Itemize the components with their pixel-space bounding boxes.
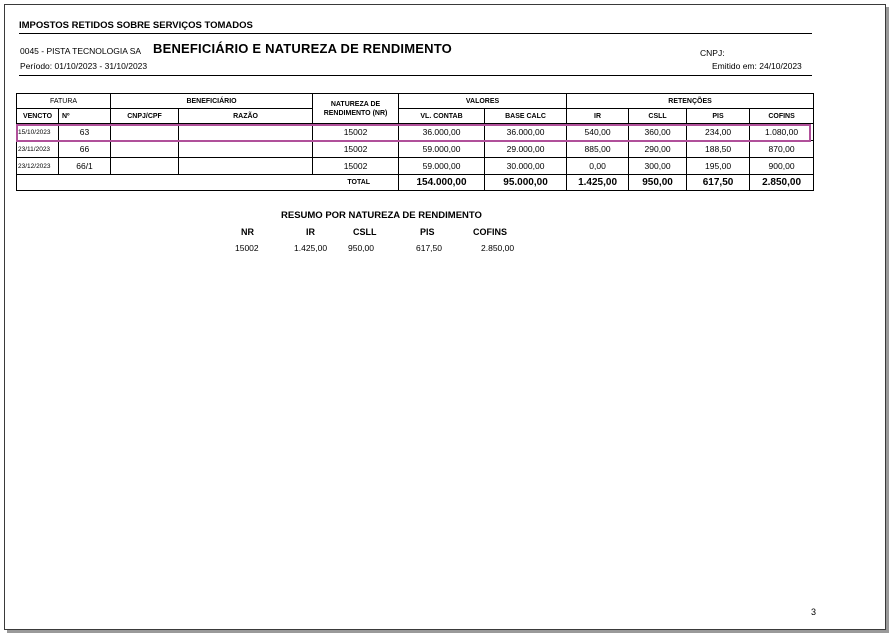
natureza-header: NATUREZA DE RENDIMENTO (NR) <box>313 94 399 124</box>
report-period: Período: 01/10/2023 - 31/10/2023 <box>20 61 148 71</box>
cnpj-cpf-header: CNPJ/CPF <box>111 109 179 124</box>
summary-cofins-header: COFINS <box>473 227 508 237</box>
ir-header: IR <box>567 109 629 124</box>
retencoes-group-header: RETENÇÕES <box>567 94 814 109</box>
valores-group-header: VALORES <box>399 94 567 109</box>
csll-cell: 360,00 <box>629 124 687 141</box>
summary-title: RESUMO POR NATUREZA DE RENDIMENTO <box>281 210 482 221</box>
report-subtitle: BENEFICIÁRIO E NATUREZA DE RENDIMENTO <box>153 41 452 56</box>
base-calc-cell: 29.000,00 <box>485 141 567 158</box>
cofins-cell: 1.080,00 <box>750 124 814 141</box>
cnpj-cpf-cell <box>111 124 179 141</box>
razao-cell <box>179 124 313 141</box>
table-row[interactable] <box>17 124 814 141</box>
summary-pis-value: 617,50 <box>416 243 442 253</box>
numero-cell: 66 <box>59 141 111 158</box>
ir-cell: 540,00 <box>567 124 629 141</box>
total-base-calc: 95.000,00 <box>485 175 567 191</box>
base-calc-cell: 30.000,00 <box>485 158 567 175</box>
cofins-cell: 900,00 <box>750 158 814 175</box>
summary-ir-header: IR <box>306 227 315 237</box>
vl-contab-cell: 59.000,00 <box>399 141 485 158</box>
base-calc-cell: 36.000,00 <box>485 124 567 141</box>
table-row[interactable] <box>17 158 814 175</box>
ir-cell: 0,00 <box>567 158 629 175</box>
pis-cell: 234,00 <box>687 124 750 141</box>
title-divider <box>19 33 812 34</box>
vl-contab-header: VL. CONTAB <box>399 109 485 124</box>
pis-cell: 195,00 <box>687 158 750 175</box>
issued-date: Emitido em: 24/10/2023 <box>712 61 802 71</box>
nr-cell: 15002 <box>313 141 399 158</box>
cnpj-cpf-cell <box>111 141 179 158</box>
summary-pis-header: PIS <box>420 227 435 237</box>
vl-contab-cell: 59.000,00 <box>399 158 485 175</box>
base-calc-header: BASE CALC <box>485 109 567 124</box>
company-name: 0045 - PISTA TECNOLOGIA SA <box>20 46 142 56</box>
csll-cell: 300,00 <box>629 158 687 175</box>
summary-csll-value: 950,00 <box>348 243 374 253</box>
vencto-cell: 23/12/2023 <box>17 158 59 175</box>
numero-cell: 63 <box>59 124 111 141</box>
vencto-header: VENCTO <box>17 109 59 124</box>
csll-header: CSLL <box>629 109 687 124</box>
razao-cell <box>179 141 313 158</box>
table-row[interactable] <box>17 141 814 158</box>
fatura-group-header: FATURA <box>17 94 111 109</box>
total-pis: 617,50 <box>687 175 750 191</box>
nr-cell: 15002 <box>313 158 399 175</box>
vencto-cell: 23/11/2023 <box>17 141 59 158</box>
cnpj-cpf-cell <box>111 158 179 175</box>
beneficiario-group-header: BENEFICIÁRIO <box>111 94 313 109</box>
withholding-table <box>16 93 814 191</box>
pis-cell: 188,50 <box>687 141 750 158</box>
header-divider <box>19 75 812 76</box>
nr-cell: 15002 <box>313 124 399 141</box>
summary-nr-value: 15002 <box>235 243 259 253</box>
total-row <box>17 175 814 191</box>
summary-csll-header: CSLL <box>353 227 377 237</box>
cnpj-label: CNPJ: <box>700 48 725 58</box>
total-cofins: 2.850,00 <box>750 175 814 191</box>
razao-header: RAZÃO <box>179 109 313 124</box>
vencto-cell: 15/10/2023 <box>17 124 59 141</box>
report-title: IMPOSTOS RETIDOS SOBRE SERVIÇOS TOMADOS <box>19 20 253 31</box>
csll-cell: 290,00 <box>629 141 687 158</box>
numero-cell: 66/1 <box>59 158 111 175</box>
cofins-cell: 870,00 <box>750 141 814 158</box>
total-csll: 950,00 <box>629 175 687 191</box>
ir-cell: 885,00 <box>567 141 629 158</box>
pis-header: PIS <box>687 109 750 124</box>
page-number: 3 <box>811 607 817 617</box>
total-ir: 1.425,00 <box>567 175 629 191</box>
total-vl-contab: 154.000,00 <box>399 175 485 191</box>
numero-header: Nº <box>59 109 111 124</box>
summary-cofins-value: 2.850,00 <box>481 243 515 253</box>
cofins-header: COFINS <box>750 109 814 124</box>
razao-cell <box>179 158 313 175</box>
total-label: TOTAL <box>17 175 399 191</box>
summary-ir-value: 1.425,00 <box>294 243 328 253</box>
summary-nr-header: NR <box>241 227 254 237</box>
vl-contab-cell: 36.000,00 <box>399 124 485 141</box>
